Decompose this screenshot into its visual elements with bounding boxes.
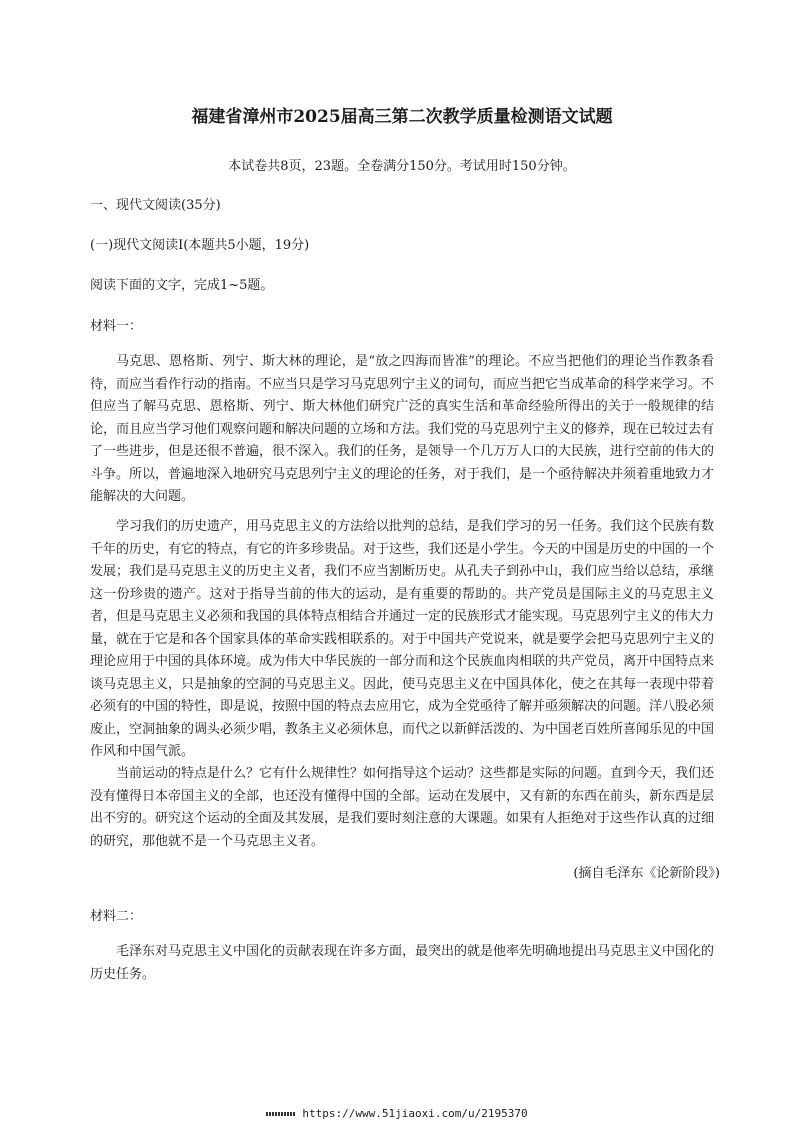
- page-footer: [0, 1107, 794, 1121]
- material-2-paragraph: 毛泽东对马克思主义中国化的贡献表现在许多方面，最突出的就是他率先明确地提出马克思主义中国化的历史任务。: [90, 944, 715, 982]
- subsection-heading-reading-1: (一)现代文阅读Ⅰ(本题共5小题，19分): [90, 238, 310, 253]
- material-1-paragraph: 当前运动的特点是什么？它有什么规律性？如何指导这个运动？这些都是实际的问题。直到今天，我们还没有懂得日本帝国主义的全部，也还没有懂得中国的全部。运动在发展中，又有新的东西在前头，新东西是层出不穷的。研究这个运动的全面及其发展，是我们要时刻注意的大课题。如果有人拒绝对于这些作认真的过细的研究，那他就不是一个马克思主义者。: [90, 766, 715, 849]
- document-page: [90, 0, 720, 1124]
- material-2-label: 材料二：: [90, 909, 143, 924]
- section-heading-modern-reading: 一、现代文阅读(35分): [90, 198, 221, 213]
- footer-url[interactable]: https://www.51jiaoxi.com/u/2195370: [302, 1107, 528, 1120]
- reading-instruction: 阅读下面的文字，完成1~5题。: [90, 278, 274, 293]
- material-1-paragraph: 马克思、恩格斯、列宁、斯大林的理论，是“放之四海而皆准”的理论。不应当把他们的理论当作教条看待，而应当看作行动的指南。不应当只是学习马克思列宁主义的词句，而应当把它当成革命的科学来学习。不但应当了解马克思、恩格斯、列宁、斯大林他们研究广泛的真实生活和革命经验所得出的关于一般规律的结论，而且应当学习他们观察问题和解决问题的立场和方法。我们党的马克思列宁主义的修养，现在已较过去有了一些进步，但是还很不普遍，很不深入。我们的任务，是领导一个几万万人口的大民族，进行空前的伟大的斗争。所以，普遍地深入地研究马克思列宁主义的理论的任务，对于我们，是一个亟待解决并须着重地致力才能解决的大问题。: [90, 354, 715, 504]
- material-1-paragraph: 学习我们的历史遗产，用马克思主义的方法给以批判的总结，是我们学习的另一任务。我们这个民族有数千年的历史，有它的特点，有它的许多珍贵品。对于这些，我们还是小学生。今天的中国是历史的中国的一个发展；我们是马克思主义的历史主义者，我们不应当割断历史。从孔夫子到孙中山，我们应当给以总结，承继这一份珍贵的遗产。这对于指导当前的伟大的运动，是有重要的帮助的。共产党员是国际主义的马克思主义者，但是马克思主义必须和我国的具体特点相结合并通过一定的民族形式才能实现。马克思列宁主义的伟大力量，就在于它是和各个国家具体的革命实践相联系的。对于中国共产党说来，就是要学会把马克思列宁主义的理论应用于中国的具体环境。成为伟大中华民族的一部分而和这个民族血肉相联的共产党员，离开中国特点来谈马克思主义，只是抽象的空洞的马克思主义。因此，使马克思主义在中国具体化，使之在其每一表现中带着必须有的中国的特性，即是说，按照中国的特点去应用它，成为全党亟待了解并亟须解决的问题。洋八股必须废止，空洞抽象的调头必须少唱，教条主义必须休息，而代之以新鲜活泼的、为中国老百姓所喜闻乐见的中国作风和中国气派。: [90, 519, 715, 759]
- exam-info: 本试卷共8页，23题。全卷满分150分。考试用时150分钟。: [228, 159, 576, 174]
- material-1-label: 材料一：: [90, 319, 143, 334]
- material-1-source: (摘自毛泽东《论新阶段》): [573, 866, 720, 881]
- document-title: 福建省漳州市2025届高三第二次教学质量检测语文试题: [191, 107, 613, 127]
- watermark-logo-icon: [266, 1112, 296, 1116]
